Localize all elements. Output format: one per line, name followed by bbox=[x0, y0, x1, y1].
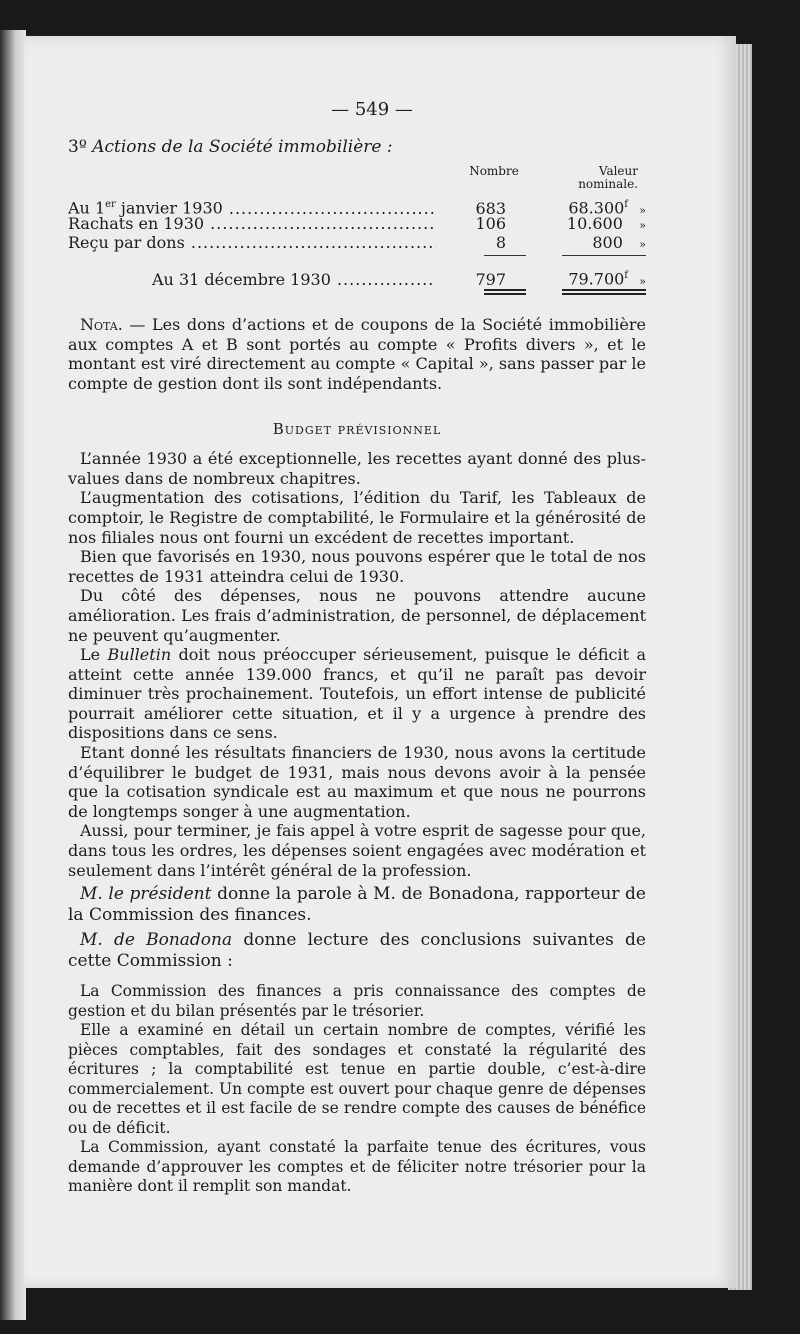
header-valeur bbox=[542, 165, 646, 195]
row-label: Au 1er janvier 1930 ..... bbox=[68, 195, 436, 218]
budget-heading: Budget prévisionnel bbox=[272, 419, 442, 438]
row-quote: » bbox=[639, 238, 646, 252]
page-content bbox=[68, 100, 646, 1197]
row-quote: » bbox=[639, 219, 646, 233]
header-valeur-line1: Valeur bbox=[598, 164, 638, 179]
budget-paragraph: L’augmentation des cotisations, l’édition du Tarif, les Tableaux de comptoir, le Registre de comptabilité, le Formulaire et la générosité de nos filiales nous ont fourni un excédent de recettes important. bbox=[68, 488, 646, 547]
bulletin-paragraph: Le Bulletin doit nous préoccuper sérieusement, puisque le déficit a atteint cette année 139.000 francs, et qu’il ne paraît pas devoir diminuer très prochainement. Toutefois, un effort intense de publicité pourrait améliorer cette situation, et il y a urgence à prendre des dispositions dans ce sens. bbox=[68, 645, 647, 743]
conclusion-paragraph: La Commission des finances a pris connaissance des comptes de gestion et du bilan présentés par le trésorier. bbox=[68, 982, 646, 1020]
budget-paragraph: Du côté des dépenses, nous ne pouvons attendre aucune amélioration. Les frais d’administration, de personnel, de déplacement ne peuvent qu’augmenter. bbox=[68, 586, 646, 645]
conclusion-paragraph: Elle a examiné en détail un certain nombre de comptes, vérifié les pièces comptables, fait des sondages et constaté la régularité des écritures ; la comptabilité est tenue en partie double, c’est-à-dire commercialement. Un compte est ouvert pour chaque genre de dépenses ou de recettes et il est facile de se rendre compte des causes de bénéfice ou de déficit. bbox=[68, 1021, 646, 1137]
row-label: Rachats en 1930 ..... bbox=[68, 214, 436, 234]
total-double-rule bbox=[68, 285, 646, 299]
table-row bbox=[68, 233, 646, 252]
bonadona-paragraph: M. de Bonadona donne lecture des conclusions suivantes de cette Commission : bbox=[68, 930, 646, 972]
row-label: Reçu par dons ..... bbox=[68, 233, 436, 253]
row-valeur: 68.300$^f$ bbox=[568, 198, 628, 218]
book-left-edge bbox=[0, 30, 26, 1320]
total-nombre: 797 bbox=[475, 269, 506, 289]
row-nombre: 683 bbox=[475, 198, 506, 218]
nota-lead: Nota. bbox=[80, 315, 123, 335]
budget-paragraph: Etant donné les résultats financiers de 1930, nous avons la certitude d’équilibrer le budget de 1931, mais nous devons avoir à la pensée que la cotisation syndicale est au maximum et que nous ne pourrons de longtemps songer à une augmentation. bbox=[68, 743, 646, 821]
row-valeur: 800 bbox=[592, 233, 623, 253]
page-number: — 549 — bbox=[331, 99, 413, 120]
nota-text: — Les dons d’actions et de coupons de la Société immobilière aux comptes A et B sont portés au compte « Profits divers », et le montant est viré directement au compte « Capital », sans passer par le compte de gestion dont ils sont indépendants. bbox=[68, 315, 646, 393]
table-header bbox=[68, 165, 646, 195]
total-label: Au 31 décembre 1930 ..... bbox=[152, 270, 436, 290]
conclusion-paragraph: La Commission, ayant constaté la parfaite tenue des écritures, vous demande d’approuver les comptes et de féliciter notre trésorier pour la manière dont il remplit son mandat. bbox=[68, 1138, 646, 1196]
row-nombre: 106 bbox=[475, 214, 506, 234]
header-nombre: Nombre bbox=[469, 164, 519, 179]
section-heading bbox=[68, 138, 646, 158]
header-valeur-line2: nominale. bbox=[578, 177, 638, 192]
total-valeur: 79.700$^f$ bbox=[568, 269, 628, 289]
shares-table bbox=[68, 165, 646, 299]
president-paragraph: M. le président donne la parole à M. de Bonadona, rapporteur de la Commission des finances. bbox=[68, 884, 646, 926]
total-quote: » bbox=[639, 274, 646, 288]
subtotal-rule bbox=[68, 252, 646, 260]
section-title: Actions de la Société immobilière : bbox=[92, 136, 393, 157]
budget-paragraph: Aussi, pour terminer, je fais appel à votre esprit de sagesse pour que, dans tous les ordres, les dépenses soient engagées avec modération et seulement dans l’intérêt général de la profession. bbox=[68, 821, 646, 880]
row-quote: » bbox=[639, 203, 646, 217]
budget-paragraph: L’année 1930 a été exceptionnelle, les recettes ayant donné des plus-values dans de nombreux chapitres. bbox=[68, 449, 646, 488]
table-row bbox=[68, 214, 646, 233]
table-row bbox=[68, 195, 646, 218]
budget-paragraph: Bien que favorisés en 1930, nous pouvons espérer que le total de nos recettes de 1931 atteindra celui de 1930. bbox=[68, 547, 646, 586]
row-valeur: 10.600 bbox=[566, 214, 623, 234]
section-ordinal: 3º bbox=[68, 136, 87, 157]
table-total-row bbox=[68, 266, 646, 289]
nota-paragraph bbox=[68, 315, 646, 393]
row-nombre: 8 bbox=[495, 233, 506, 253]
